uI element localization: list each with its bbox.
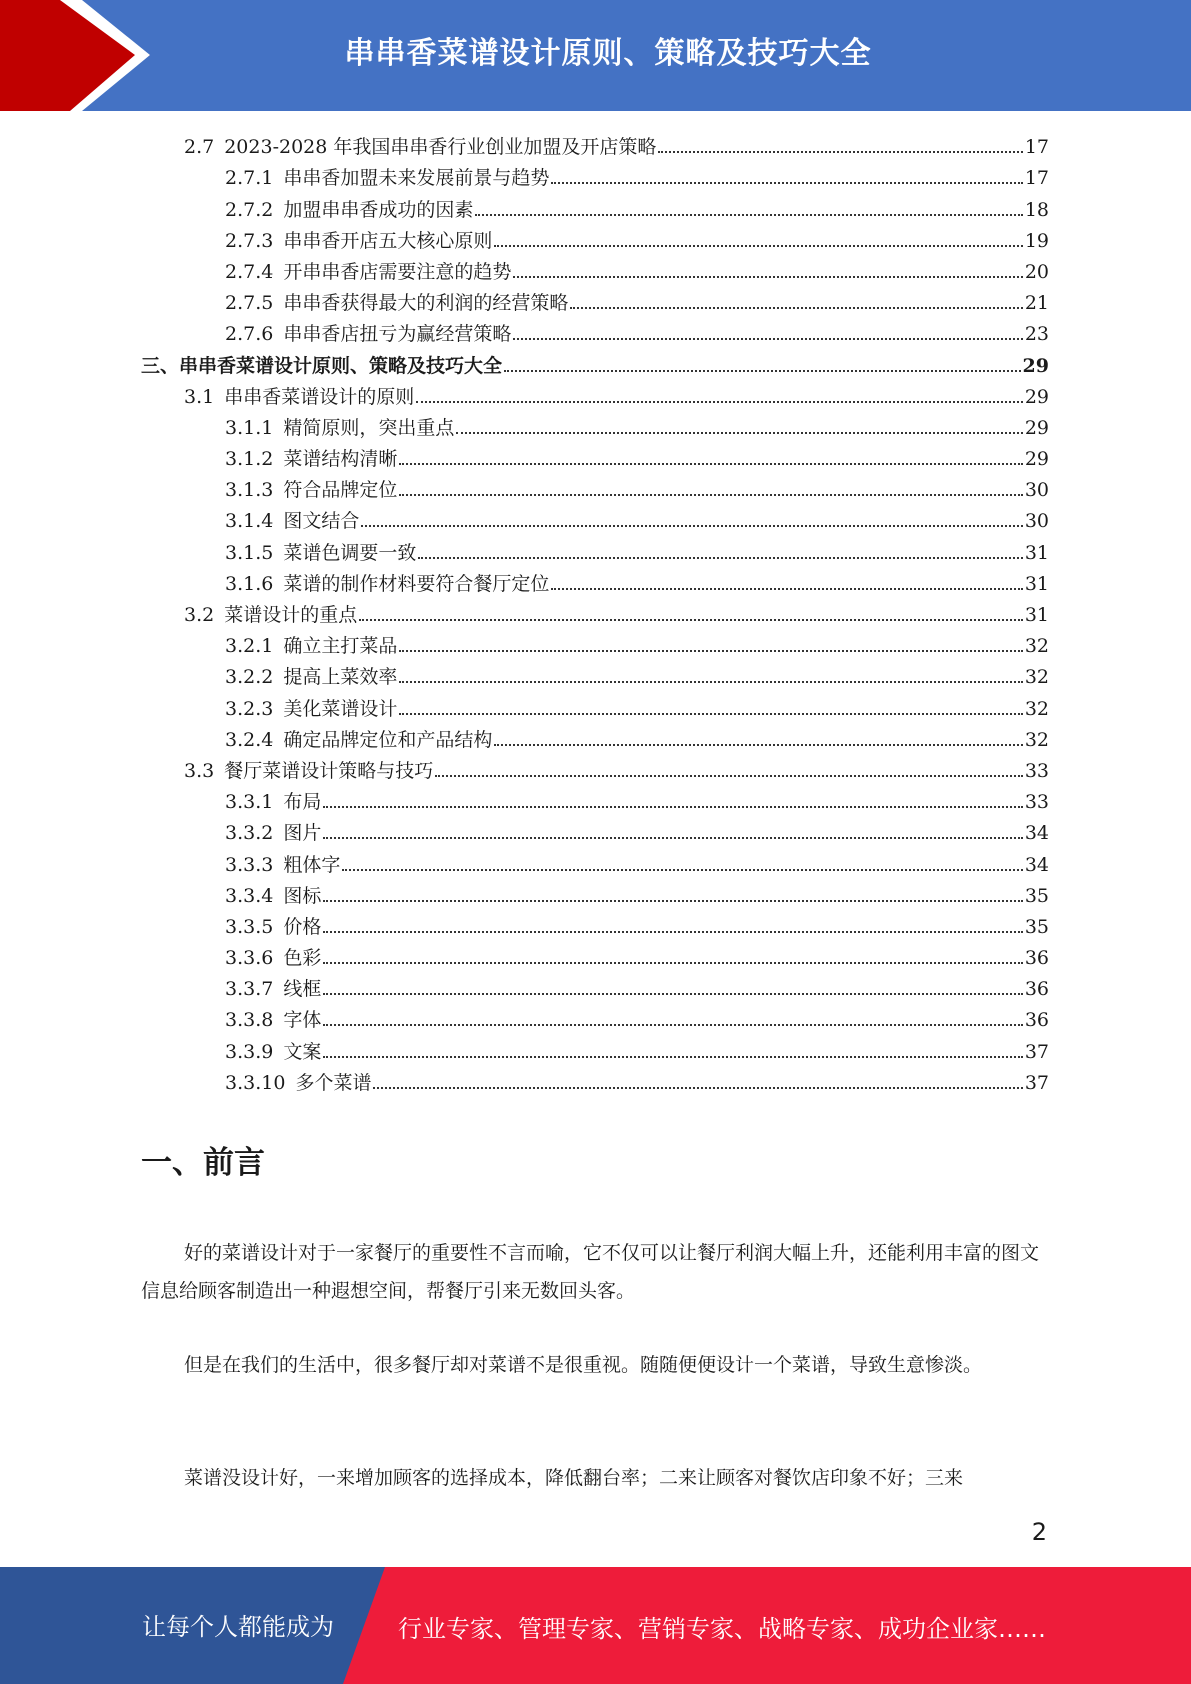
toc-dot-leader: [373, 1087, 1022, 1089]
toc-entry[interactable]: [141, 689, 1049, 720]
toc-entry-page: 31: [1024, 572, 1049, 595]
toc-entry[interactable]: [141, 315, 1049, 346]
toc-entry-page: 17: [1024, 167, 1049, 190]
toc-dot-leader: [399, 681, 1022, 683]
toc-entry-title: 开串串香店需要注意的趋势: [283, 260, 512, 283]
toc-entry-title: 图标: [283, 884, 322, 907]
toc-entry-number: 3.2.2: [225, 666, 274, 689]
toc-entry-number: 3.2: [184, 604, 215, 626]
body-paragraph: 好的菜谱设计对于一家餐厅的重要性不言而喻，它不仅可以让餐厅利润大幅上升，还能利用丰富的图文信息给顾客制造出一种遐想空间，帮餐厅引来无数回头客。: [141, 1242, 1040, 1302]
toc-dot-leader: [359, 619, 1023, 621]
toc-entry[interactable]: [141, 1064, 1049, 1095]
toc-entry-title: 串串香获得最大的利润的经营策略: [283, 292, 569, 315]
toc-entry-title: 餐厅菜谱设计策略与技巧: [224, 759, 434, 782]
toc-entry[interactable]: [141, 721, 1049, 752]
toc-entry-page: 32: [1024, 697, 1049, 720]
toc-dot-leader: [551, 182, 1022, 184]
toc-entry-number: 3.3.7: [225, 978, 274, 1001]
toc-entry-title: 图文结合: [283, 510, 360, 533]
toc-dot-leader: [323, 931, 1022, 933]
footer-slogan-right: 行业专家、管理专家、营销专家、战略专家、成功企业家……: [398, 1615, 1046, 1643]
toc-entry-page: 31: [1024, 604, 1049, 626]
toc-entry[interactable]: [141, 253, 1049, 284]
footer-slogan-left: 让每个人都能成为: [142, 1613, 334, 1641]
section-heading: 一、前言: [141, 1145, 265, 1181]
toc-dot-leader: [399, 494, 1022, 496]
toc-entry-number: 3.1.4: [225, 510, 274, 533]
toc-entry[interactable]: [141, 1001, 1049, 1032]
toc-dot-leader: [323, 900, 1022, 902]
toc-entry[interactable]: [141, 502, 1049, 533]
toc-dot-leader: [342, 869, 1022, 871]
toc-entry-page: 34: [1024, 853, 1049, 876]
toc-entry-title: 符合品牌定位: [283, 479, 398, 502]
toc-entry[interactable]: [141, 845, 1049, 876]
toc-entry-title: 精简原则，突出重点: [283, 416, 455, 439]
toc-entry-page: 29: [1024, 416, 1049, 439]
toc-entry-number: 3.3.9: [225, 1040, 274, 1063]
toc-entry-title: 价格: [283, 915, 322, 938]
toc-dot-leader: [323, 1024, 1022, 1026]
toc-entry-number: 2.7.6: [225, 323, 274, 346]
toc-entry-title: 菜谱的制作材料要符合餐厅定位: [283, 572, 550, 595]
toc-entry-number: 2.7.1: [225, 167, 274, 190]
toc-entry-page: 31: [1024, 541, 1049, 564]
toc-entry[interactable]: [141, 471, 1049, 502]
toc-entry-page: 30: [1024, 510, 1049, 533]
toc-dot-leader: [399, 650, 1022, 652]
toc-entry-page: 37: [1024, 1040, 1049, 1063]
toc-dot-leader: [416, 401, 1023, 403]
toc-entry-page: 35: [1024, 915, 1049, 938]
toc-entry-title: 菜谱设计的重点: [224, 604, 358, 626]
toc-entry-page: 29: [1024, 385, 1049, 408]
toc-entry-page: 29: [1024, 448, 1049, 471]
toc-entry-number: 3.2.3: [225, 697, 274, 720]
header-title: 串串香菜谱设计原则、策略及技巧大全: [344, 36, 872, 71]
toc-entry[interactable]: [141, 939, 1049, 970]
toc-entry[interactable]: [141, 877, 1049, 908]
toc-dot-leader: [323, 993, 1022, 995]
toc-entry-number: 3.3.8: [225, 1009, 274, 1032]
toc-entry-page: 19: [1024, 229, 1049, 252]
toc-dot-leader: [323, 837, 1022, 839]
toc-entry-number: 3.3.2: [225, 822, 274, 845]
toc-dot-leader: [494, 245, 1022, 247]
toc-dot-leader: [658, 151, 1022, 153]
toc-entry-title: 图片: [283, 822, 322, 845]
toc-entry-page: 29: [1022, 354, 1049, 377]
toc-entry-number: 三、: [141, 354, 180, 377]
toc-entry-title: 菜谱结构清晰: [283, 448, 398, 471]
toc-entry[interactable]: [141, 814, 1049, 845]
toc-entry-page: 30: [1024, 479, 1049, 502]
toc-dot-leader: [513, 338, 1022, 340]
toc-dot-leader: [570, 307, 1022, 309]
toc-entry-number: 3.1.6: [225, 572, 274, 595]
toc-entry-page: 37: [1024, 1071, 1049, 1094]
toc-entry[interactable]: [141, 970, 1049, 1001]
toc-entry[interactable]: [141, 752, 1049, 783]
toc-entry-title: 串串香店扭亏为赢经营策略: [283, 323, 512, 346]
toc-dot-leader: [513, 276, 1022, 278]
toc-entry-number: 3.1.2: [225, 448, 274, 471]
toc-dot-leader: [399, 463, 1022, 465]
toc-entry-page: 32: [1024, 635, 1049, 658]
toc-entry-title: 提高上菜效率: [283, 666, 398, 689]
toc-entry-page: 23: [1024, 323, 1049, 346]
toc-entry-title: 文案: [283, 1040, 322, 1063]
toc-dot-leader: [475, 214, 1022, 216]
toc-entry[interactable]: [141, 378, 1049, 409]
toc-entry-number: 3.1.5: [225, 541, 274, 564]
toc-entry-title: 串串香菜谱设计原则、策略及技巧大全: [179, 354, 503, 377]
toc-entry-page: 32: [1024, 666, 1049, 689]
toc-entry-title: 确立主打菜品: [283, 635, 398, 658]
toc-dot-leader: [494, 744, 1022, 746]
toc-entry-page: 33: [1024, 791, 1049, 814]
page-footer: [0, 1567, 1191, 1684]
body-paragraph: 菜谱没设计好，一来增加顾客的选择成本，降低翻台率；二来让顾客对餐饮店印象不好；三来: [184, 1467, 964, 1489]
toc-dot-leader: [323, 1056, 1022, 1058]
toc-entry[interactable]: [141, 128, 1049, 159]
toc-entry[interactable]: [141, 222, 1049, 253]
toc-entry-title: 串串香开店五大核心原则: [283, 229, 493, 252]
toc-dot-leader: [456, 432, 1022, 434]
toc-entry[interactable]: [141, 346, 1049, 377]
toc-entry-page: 32: [1024, 728, 1049, 751]
toc-entry-number: 3.2.1: [225, 635, 274, 658]
toc-entry-title: 美化菜谱设计: [283, 697, 398, 720]
toc-entry-number: 3.3: [184, 759, 215, 782]
toc-entry[interactable]: [141, 908, 1049, 939]
toc-entry-number: 3.2.4: [225, 728, 274, 751]
toc-entry-number: 3.1.1: [225, 416, 274, 439]
toc-entry-title: 色彩: [283, 947, 322, 970]
toc-entry-title: 字体: [283, 1009, 322, 1032]
toc-entry[interactable]: [141, 409, 1049, 440]
toc-entry-title: 加盟串串香成功的因素: [283, 198, 474, 221]
toc-entry-page: 36: [1024, 947, 1049, 970]
toc-dot-leader: [435, 775, 1023, 777]
toc-entry[interactable]: [141, 190, 1049, 221]
toc-entry-title: 粗体字: [283, 853, 341, 876]
toc-entry-page: 35: [1024, 884, 1049, 907]
toc-entry-title: 布局: [283, 791, 322, 814]
toc-dot-leader: [323, 962, 1022, 964]
toc-entry[interactable]: [141, 783, 1049, 814]
toc-entry-page: 36: [1024, 1009, 1049, 1032]
page-header: [0, 0, 1191, 111]
toc-entry-number: 3.3.5: [225, 915, 274, 938]
toc-entry-title: 串串香加盟未来发展前景与趋势: [283, 167, 550, 190]
toc-entry[interactable]: [141, 533, 1049, 564]
toc-entry[interactable]: [141, 565, 1049, 596]
toc-dot-leader: [551, 588, 1022, 590]
table-of-contents: [141, 128, 1049, 1095]
page-number: 2: [1031, 1518, 1047, 1546]
toc-entry-number: 3.3.3: [225, 853, 274, 876]
toc-entry-number: 3.3.4: [225, 884, 274, 907]
toc-entry-page: 18: [1024, 198, 1049, 221]
toc-entry-number: 3.3.1: [225, 791, 274, 814]
toc-entry-title: 串串香菜谱设计的原则: [224, 385, 415, 408]
toc-entry-number: 2.7.2: [225, 198, 274, 221]
toc-entry-number: 2.7.3: [225, 229, 274, 252]
toc-entry[interactable]: [141, 627, 1049, 658]
toc-dot-leader: [418, 557, 1022, 559]
toc-entry-number: 2.7: [184, 136, 215, 159]
toc-entry-page: 36: [1024, 978, 1049, 1001]
toc-entry-page: 20: [1024, 260, 1049, 283]
toc-dot-leader: [504, 370, 1021, 372]
toc-entry[interactable]: [141, 284, 1049, 315]
toc-entry-page: 17: [1024, 136, 1049, 159]
toc-entry[interactable]: [141, 658, 1049, 689]
toc-entry-title: 线框: [283, 978, 322, 1001]
toc-entry-number: 2.7.5: [225, 292, 274, 315]
body-paragraph: 但是在我们的生活中，很多餐厅却对菜谱不是很重视。随随便便设计一个菜谱，导致生意惨淡。: [184, 1354, 983, 1376]
toc-entry-number: 3.1: [184, 385, 215, 408]
toc-entry-page: 33: [1024, 759, 1049, 782]
toc-entry-number: 2.7.4: [225, 260, 274, 283]
toc-entry-title: 2023-2028 年我国串串香行业创业加盟及开店策略: [224, 136, 657, 159]
toc-entry-page: 34: [1024, 822, 1049, 845]
toc-entry[interactable]: [141, 596, 1049, 627]
toc-entry-title: 多个菜谱: [295, 1071, 372, 1094]
toc-entry[interactable]: [141, 440, 1049, 471]
toc-entry-title: 确定品牌定位和产品结构: [283, 728, 493, 751]
toc-dot-leader: [399, 713, 1022, 715]
toc-entry[interactable]: [141, 159, 1049, 190]
toc-entry-title: 菜谱色调要一致: [283, 541, 417, 564]
toc-entry-number: 3.3.6: [225, 947, 274, 970]
toc-entry[interactable]: [141, 1032, 1049, 1063]
toc-dot-leader: [323, 806, 1022, 808]
toc-entry-number: 3.3.10: [225, 1071, 286, 1094]
toc-dot-leader: [361, 525, 1022, 527]
toc-entry-page: 21: [1024, 292, 1049, 315]
toc-entry-number: 3.1.3: [225, 479, 274, 502]
